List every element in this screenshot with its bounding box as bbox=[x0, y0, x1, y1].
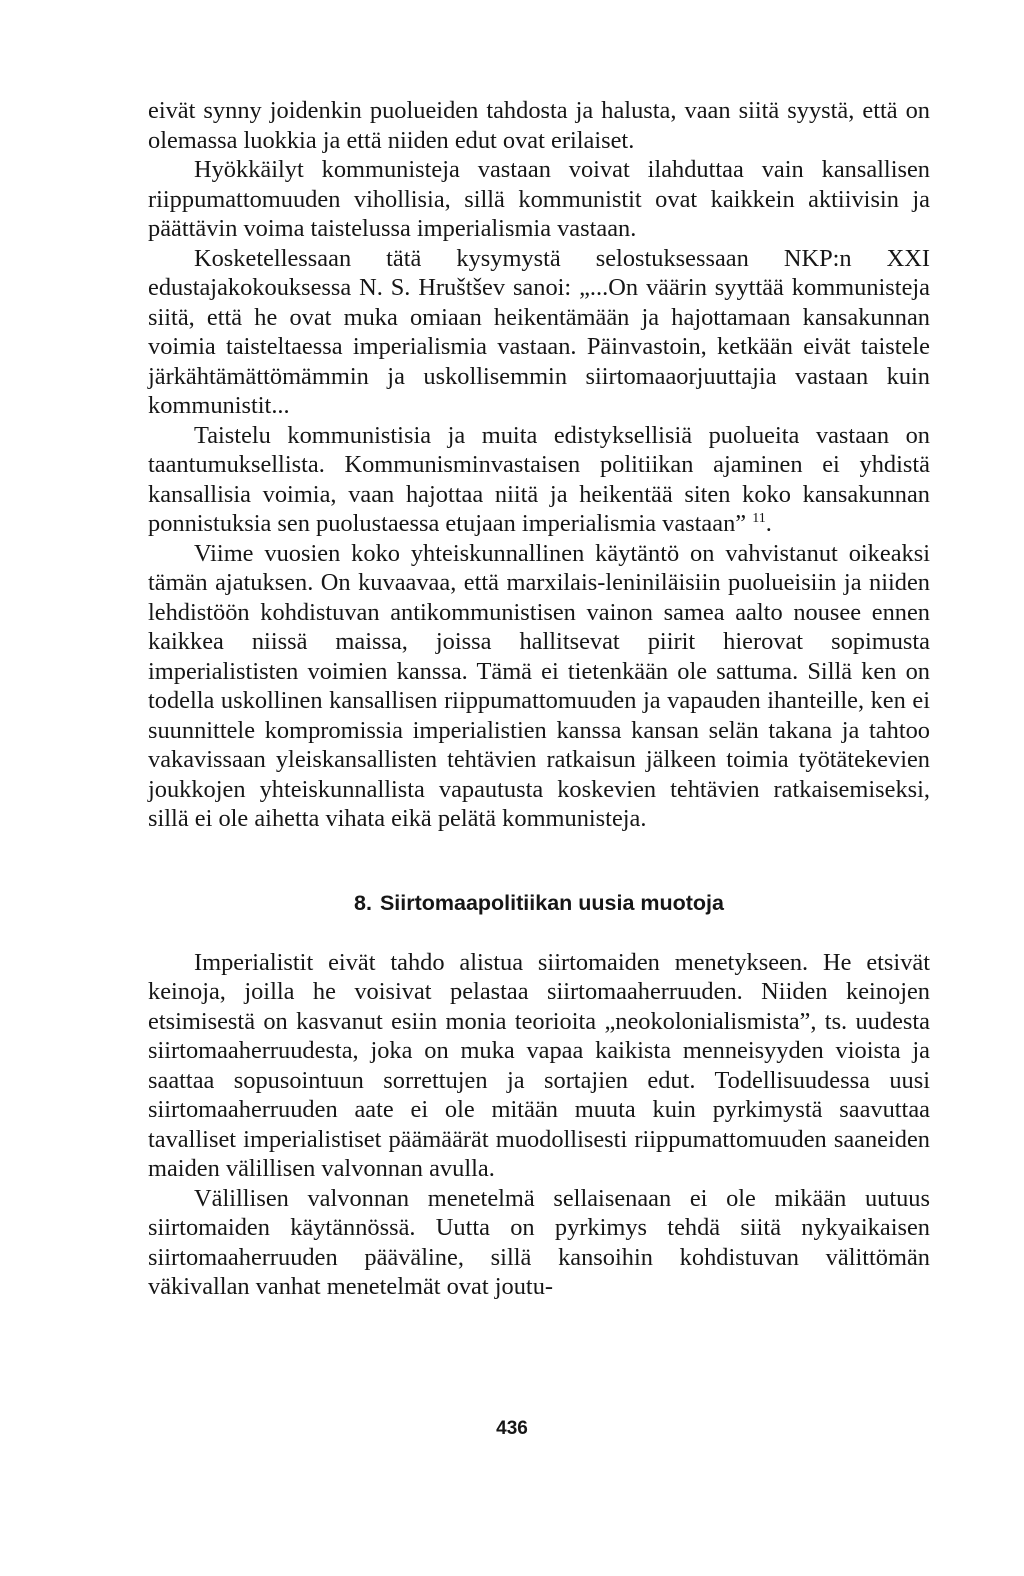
section-number: 8. bbox=[354, 890, 372, 915]
paragraph: eivät synny joidenkin puolueiden tahdosta ja halusta, vaan siitä syystä, että on olemassa luokkia ja että niiden edut ovat erilaiset. bbox=[148, 97, 930, 154]
paragraph: Imperialistit eivät tahdo alistua siirtomaiden menetykseen. He etsivät keinoja, joilla he voisivat pelastaa siirtomaaherruuden. Niiden keinojen etsimisestä on kasvanut esiin monia teorioita „neokolonialismista”, ts. uudesta siirtomaaherruudesta, joka on muka vapaa kaikista menneisyyden vioista ja saattaa sopusointuun sorrettujen ja sortajien edut. Todellisuudessa uusi siirtomaaherruuden aate ei ole mitään muuta kuin pyrkimystä saavuttaa tavalliset imperialistiset päämäärät muodollisesti riippumattomuuden saaneiden maiden välillisen valvonnan avulla. bbox=[148, 948, 930, 1182]
section-heading bbox=[148, 888, 930, 918]
section-title: Siirtomaapolitiikan uusia muotoja bbox=[379, 890, 724, 915]
quotation-paragraph-end bbox=[148, 421, 930, 539]
footnote-punctuation: . bbox=[765, 510, 772, 537]
quotation-paragraph: Kosketellessaan tätä kysymystä selostuksessaan NKP:n XXI edustajakokouksessa N. S. Hruštšev sanoi: „...On väärin syyttää kommunisteja siitä, että he ovat muka omiaan heikentämään ja hajottamaan kansakunnan voimia taisteltaessa imperialismia vastaan. Päinvastoin, ketkään eivät taistele järkähtämättömämmin ja uskollisemmin siirtomaaorjuuttajia vastaan kuin kommunistit... bbox=[148, 244, 930, 419]
paragraph-text: Taistelu kommunistisia ja muita edistyksellisiä puolueita vastaan on taantumuksellista. Kommunisminvastaisen politiikan ajaminen ei yhdistä kansallisia voimia, vaan hajottaa niitä ja heikentää siten koko kansakunnan ponnistuksia sen puolustaessa etujaan imperialismia vastaan” bbox=[148, 421, 930, 537]
page-number: 436 bbox=[496, 1418, 528, 1439]
document-page bbox=[148, 96, 930, 1302]
paragraph: Välillisen valvonnan menetelmä sellaisenaan ei ole mikään uutuus siirtomaiden käytännössä. Uutta on pyrkimys tehdä siitä nykyaikaisen siirtomaaherruuden pääväline, sillä kansoihin kohdistuvan välittömän väkivallan vanhat menetelmät ovat joutu- bbox=[148, 1184, 930, 1300]
paragraph: Viime vuosien koko yhteiskunnallinen käytäntö on vahvistanut oikeaksi tämän ajatuksen. On kuvaavaa, että marxilais-leniniläisiin puolueisiin ja niiden lehdistöön kohdistuvan antikommunistisen vainon samea aalto nousee ennen kaikkea niissä maissa, joissa hallitsevat piirit hierovat sopimusta imperialististen voimien kanssa. Tämä ei tietenkään ole sattuma. Sillä ken on todella uskollinen kansallisen riippumattomuuden ja vapauden ihanteille, ken ei suunnittele kompromissia imperialistien kanssa kansan selän takana ja tahtoo vakavissaan yleiskansallisten tehtävien ratkaisun jälkeen toimia työtätekevien joukkojen yhteiskunnallista vapautusta koskevien tehtävien ratkaisemiseksi, sillä ei ole aihetta vihata eikä pelätä kommunisteja. bbox=[148, 539, 930, 832]
footnote-reference: 11 bbox=[752, 510, 766, 526]
paragraph: Hyökkäilyt kommunisteja vastaan voivat ilahduttaa vain kansallisen riippumattomuuden vihollisia, sillä kommunistit ovat kaikkein aktiivisin ja päättävin voima taistelussa imperialismia vastaan. bbox=[148, 156, 930, 242]
